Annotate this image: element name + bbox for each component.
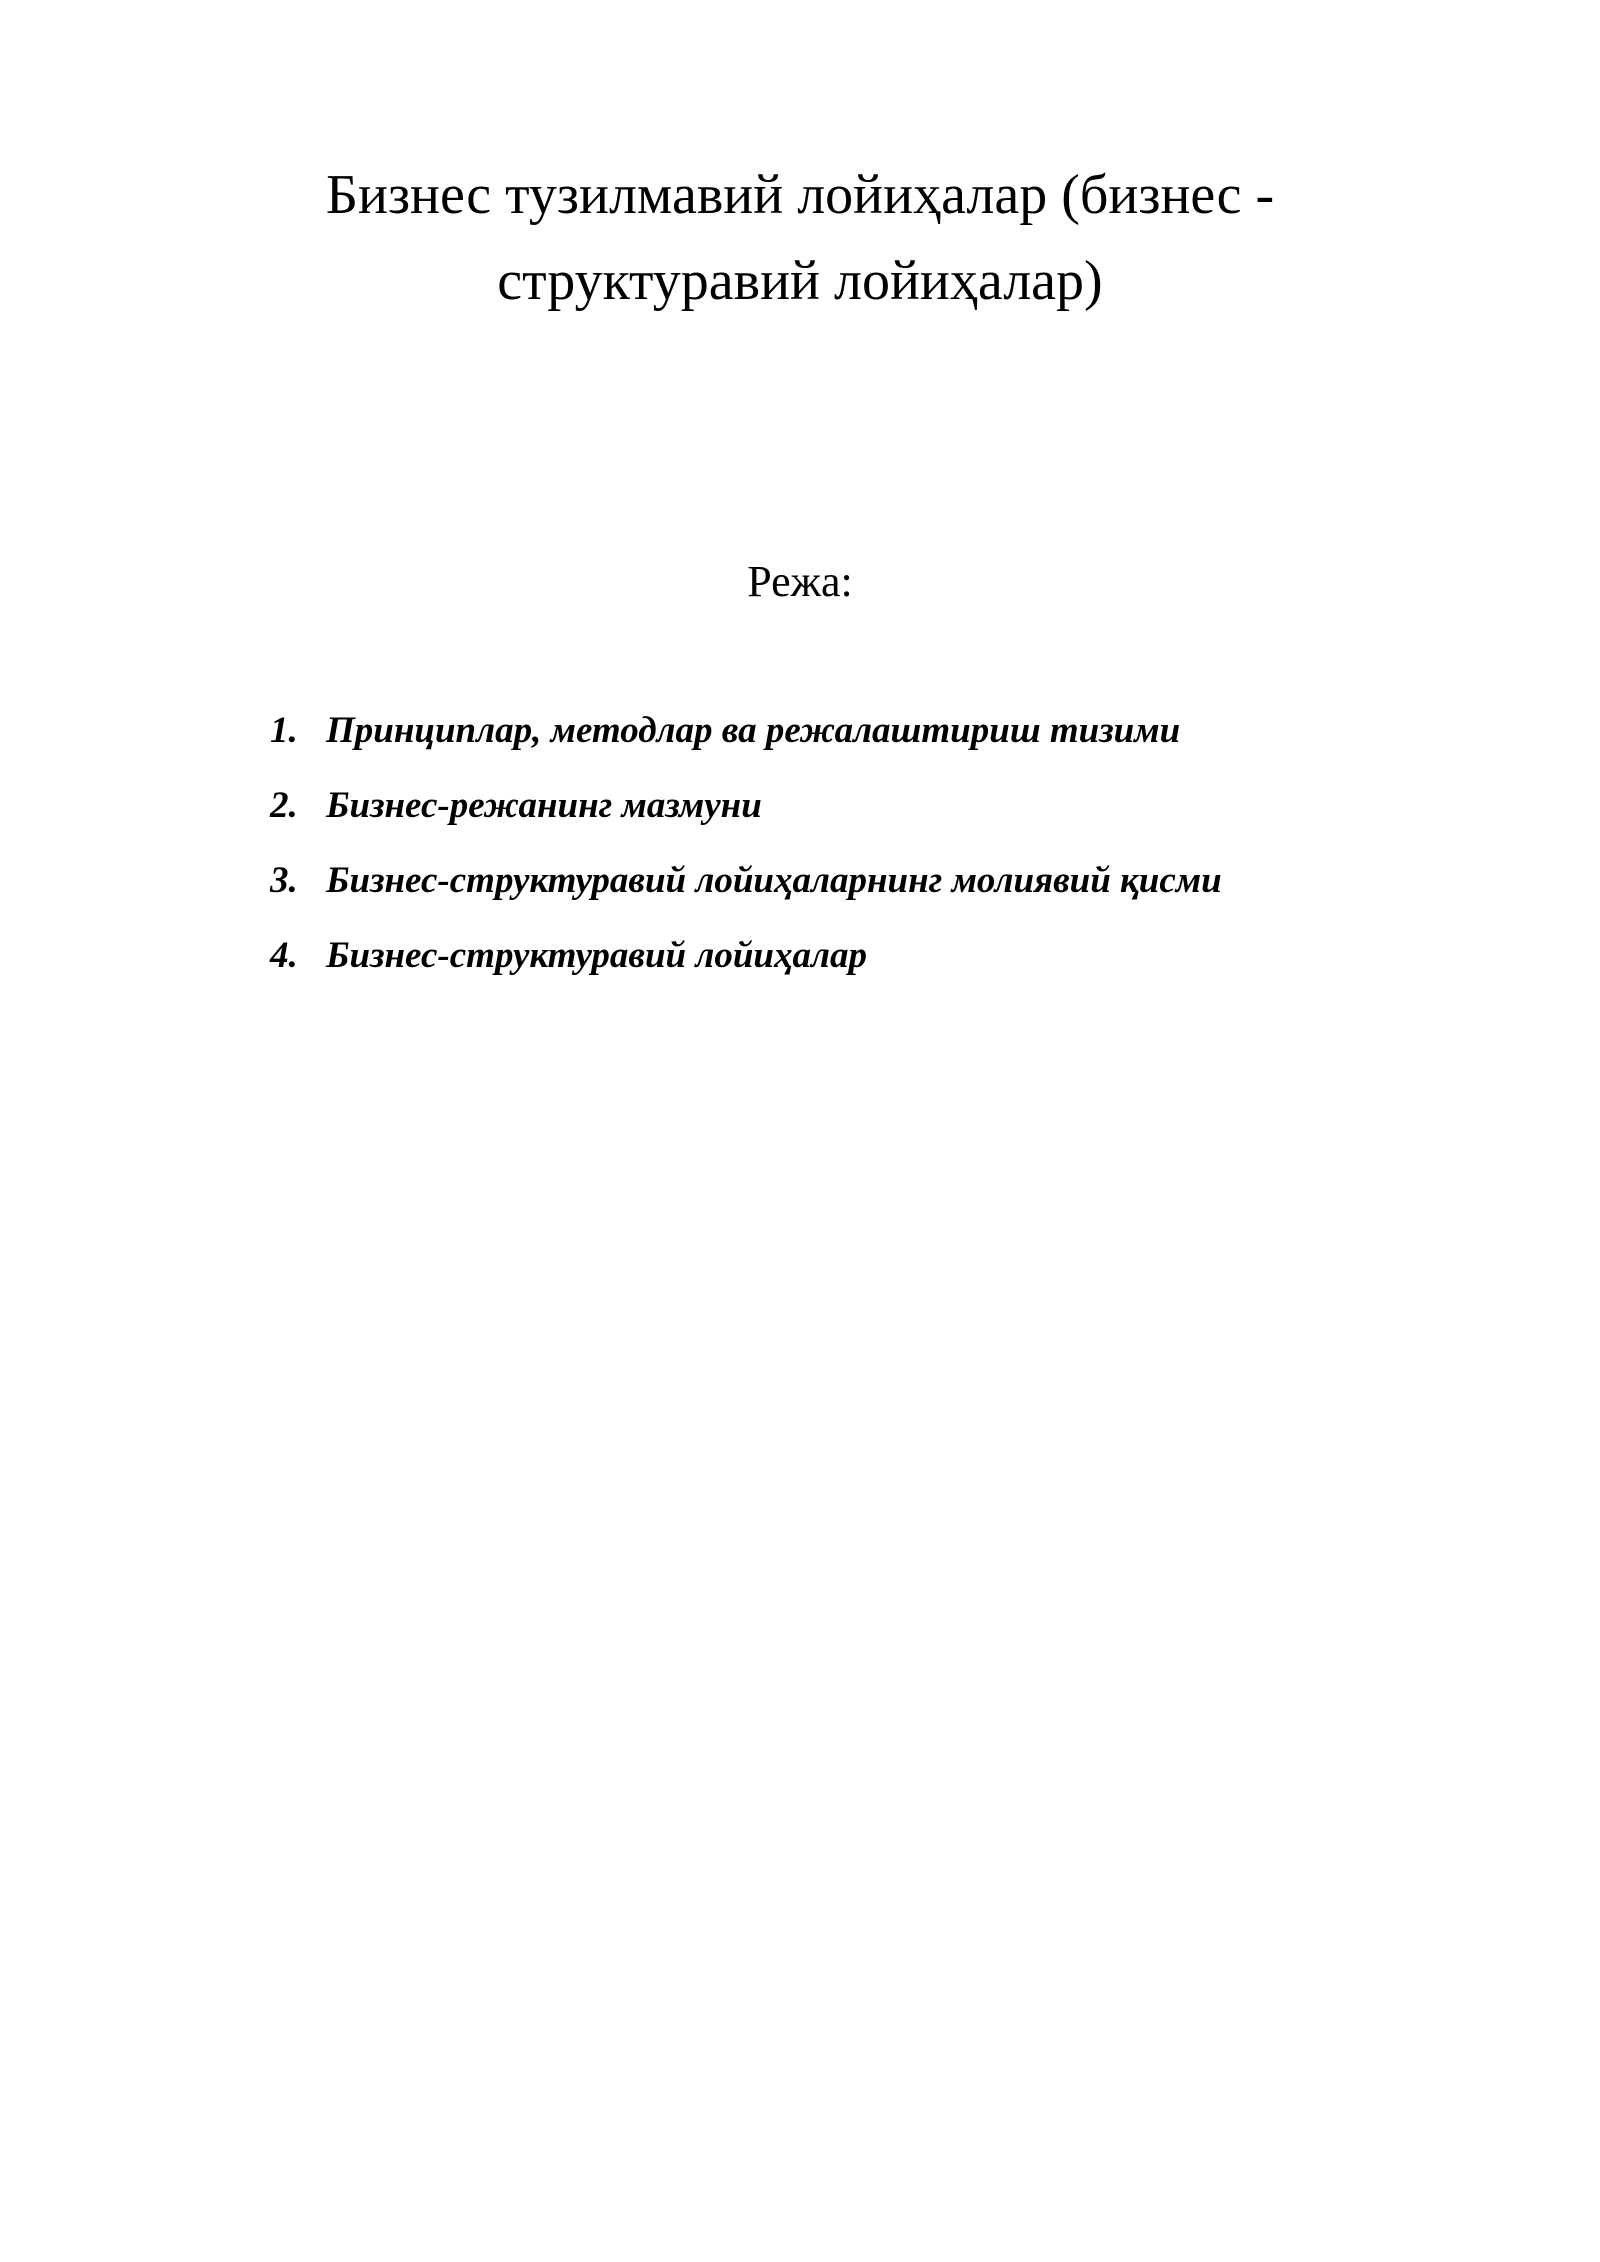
document-title-line-2: структуравий лойиҳалар) (497, 250, 1103, 312)
plan-item-number: 4. (270, 935, 298, 976)
plan-item-3 (270, 843, 1470, 918)
document-title-line-1: Бизнес тузилмавий лойиҳалар (бизнес - (325, 164, 1275, 226)
plan-item-1 (270, 693, 1470, 768)
plan-item-number: 3. (270, 860, 298, 901)
plan-item-text: Бизнес-режанинг мазмуни (326, 785, 762, 826)
plan-item-text: Принциплар, методлар ва режалаштириш тизими (326, 710, 1181, 751)
plan-item-4 (270, 918, 1470, 993)
plan-heading: Режа: (747, 557, 853, 606)
document-title (200, 152, 1400, 324)
plan-list (270, 693, 1470, 993)
plan-item-text: Бизнес-структуравий лойиҳалар (326, 935, 867, 976)
plan-item-number: 2. (270, 785, 298, 826)
plan-item-text: Бизнес-структуравий лойиҳаларнинг молиявий қисми (326, 860, 1222, 901)
plan-item-2 (270, 768, 1470, 843)
plan-item-number: 1. (270, 710, 298, 751)
